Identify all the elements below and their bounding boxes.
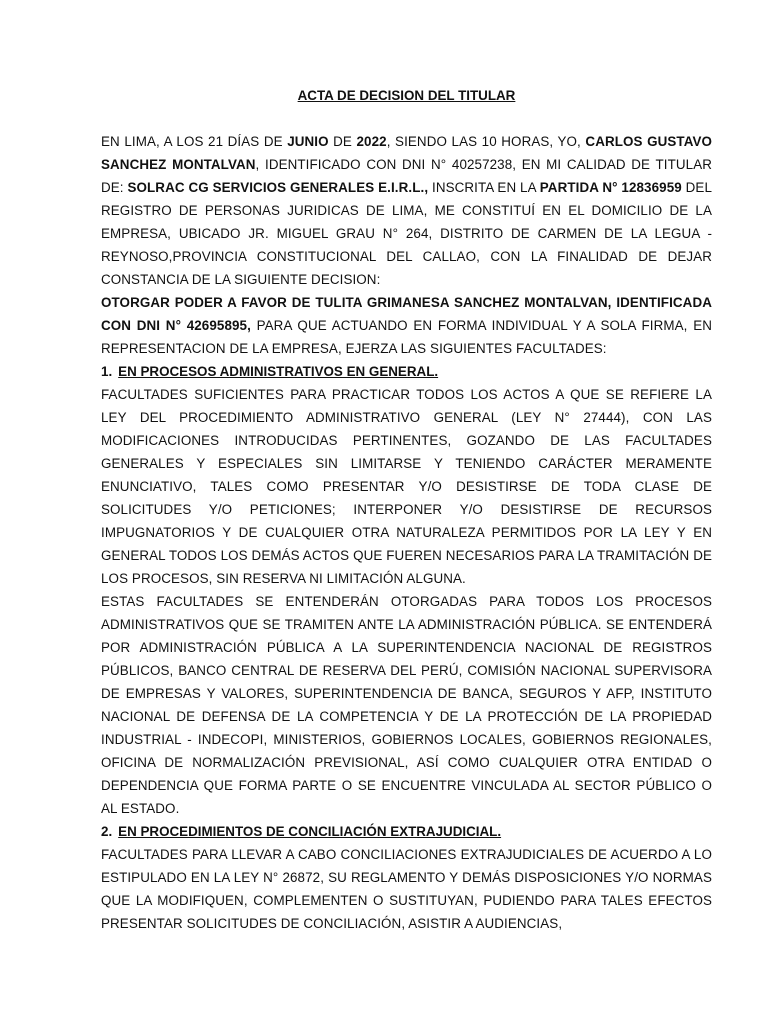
intro-text: EN LIMA, A LOS 21 DÍAS DE [101,134,288,149]
section-title: EN PROCEDIMIENTOS DE CONCILIACIÓN EXTRAJUDICIAL. [118,824,502,839]
company-name: SOLRAC CG SERVICIOS GENERALES E.I.R.L., [127,180,429,195]
section-number: 2. [101,824,113,839]
section-1-paragraph-2: ESTAS FACULTADES SE ENTENDERÁN OTORGADAS PARA TODOS LOS PROCESOS ADMINISTRATIVOS QUE SE TRAMITEN ANTE LA ADMINISTRACIÓN PÚBLICA. SE ENTENDERÁ POR ADMINISTRACIÓN PÚBLICA A LA SUPERINTENDENCIA NACIONAL DE REGISTROS PÚBLICOS, BANCO CENTRAL DE RESERVA DEL PERÚ, COMISIÓN NACIONAL SUPERVISORA DE EMPRESAS Y VALORES, SUPERINTENDENCIA DE BANCA, SEGUROS Y AFP, INSTITUTO NACIONAL DE DEFENSA DE LA COMPETENCIA Y DE LA PROTECCIÓN DE LA PROPIEDAD INDUSTRIAL - INDECOPI, MINISTERIOS, GOBIERNOS LOCALES, GOBIERNOS REGIONALES, OFICINA DE NORMALIZACIÓN PREVISIONAL, ASÍ COMO CUALQUIER OTRA ENTIDAD O DEPENDENCIA QUE FORMA PARTE O SE ENCUENTRE VINCULADA AL SECTOR PÚBLICO O AL ESTADO. [101,594,712,816]
intro-text: , SIENDO LAS 10 HORAS, YO, [386,134,586,149]
intro-year: 2022 [356,134,387,149]
registry-partida: PARTIDA N° 12836959 [539,180,682,195]
intro-text: DEL REGISTRO DE PERSONAS JURIDICAS DE LIMA, ME CONSTITUÍ EN EL DOMICILIO DE LA EMPRESA, UBICADO JR. MIGUEL GRAU N° 264, DISTRITO DE CARMEN DE LA LEGUA - REYNOSO,PROVINCIA CONSTITUCIONAL DEL CALLAO, CON LA FINALIDAD DE DEJAR CONSTANCIA DE LA SIGUIENTE DECISION: [101,180,712,287]
section-number: 1. [101,364,113,379]
section-2-paragraph-1: FACULTADES PARA LLEVAR A CABO CONCILIACIONES EXTRAJUDICIALES DE ACUERDO A LO ESTIPULADO EN LA LEY N° 26872, SU REGLAMENTO Y DEMÁS DISPOSICIONES Y/O NORMAS QUE LA MODIFIQUEN, COMPLEMENTEN O SUSTITUYAN, PUDIENDO PARA TALES EFECTOS PRESENTAR SOLICITUDES DE CONCILIACIÓN, ASISTIR A AUDIENCIAS, [101,847,712,931]
grantee-statement: OTORGAR PODER A FAVOR DE TULITA GRIMANESA SANCHEZ MONTALVAN, IDENTIFICADA CON DNI N° 42695895, [101,295,712,333]
intro-month: JUNIO [287,134,329,149]
section-2-heading [101,820,712,843]
intro-text: , IDENTIFICADO CON DNI N° 40257238, EN MI CALIDAD DE TITULAR DE: [101,157,712,195]
section-title: EN PROCESOS ADMINISTRATIVOS EN GENERAL. [118,364,439,379]
grant-paragraph [101,291,712,360]
intro-text: DE [328,134,357,149]
intro-paragraph [101,130,712,291]
section-1-paragraph-1: FACULTADES SUFICIENTES PARA PRACTICAR TODOS LOS ACTOS A QUE SE REFIERE LA LEY DEL PROCEDIMIENTO ADMINISTRATIVO GENERAL (LEY N° 27444), CON LAS MODIFICACIONES INTRODUCIDAS PERTINENTES, GOZANDO DE LAS FACULTADES GENERALES Y ESPECIALES SIN LIMITARSE Y TENIENDO CARÁCTER MERAMENTE ENUNCIATIVO, TALES COMO PRESENTAR Y/O DESISTIRSE DE TODA CLASE DE SOLICITUDES Y/O PETICIONES; INTERPONER Y/O DESISTIRSE DE RECURSOS IMPUGNATORIOS Y DE CUALQUIER OTRA NATURALEZA PERMITIDOS POR LA LEY Y EN GENERAL TODOS LOS DEMÁS ACTOS QUE FUEREN NECESARIOS PARA LA TRAMITACIÓN DE LOS PROCESOS, SIN RESERVA NI LIMITACIÓN ALGUNA. [101,387,712,586]
grant-text: PARA QUE ACTUANDO EN FORMA INDIVIDUAL Y A SOLA FIRMA, EN REPRESENTACION DE LA EMPRESA, EJERZA LAS SIGUIENTES FACULTADES: [101,318,712,356]
intro-text: INSCRITA EN LA [428,180,540,195]
document-title: ACTA DE DECISION DEL TITULAR [297,88,516,103]
titular-name: CARLOS GUSTAVO SANCHEZ MONTALVAN [101,134,713,172]
section-1-heading [101,360,712,383]
